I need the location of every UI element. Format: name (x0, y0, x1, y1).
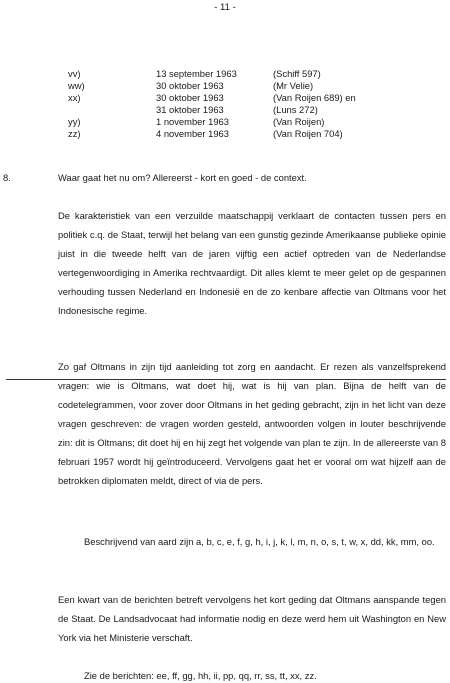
reference-row (68, 92, 356, 104)
reference-row (68, 128, 356, 140)
reference-source: (Mr Velie) (273, 80, 314, 91)
descriptive-list: Beschrijvend van aard zijn a, b, c, e, f, g, h, i, j, k, l, m, n, o, s, t, w, x, dd, kk, mm, oo. (84, 536, 435, 547)
reference-label: ww) (68, 80, 85, 91)
reference-source: (Van Roijen) (273, 116, 325, 127)
reference-date: 30 oktober 1963 (156, 80, 224, 91)
reference-row (68, 104, 356, 116)
reference-label: xx) (68, 92, 81, 103)
reference-row (68, 116, 356, 128)
reference-source: (Luns 272) (273, 104, 318, 115)
strikethrough-line (6, 379, 446, 380)
reference-row (68, 68, 356, 80)
reference-date: 4 november 1963 (156, 128, 229, 139)
reference-date: 31 oktober 1963 (156, 104, 224, 115)
paragraph-oltmans: Zo gaf Oltmans in zijn tijd aanleiding tot zorg en aandacht. Er rezen als vanzelfsprekend vragen: wie is Oltmans, wat doet hij, wat is hij van plan. Bijna de helft van de codetelegrammen, voor zover door Oltmans in het geding gebracht, zijn in het licht van deze vragen geschreven: de vragen worden gesteld, antwoorden volgen in louter beschrijvende zin: dit is Oltmans; dit doet hij en hij zegt het volgende van plan te zijn. In de allereerste van 8 februari 1957 wordt hij geïntroduceerd. Vervolgens gaat het er vooral om wat hijzelf aan de betrokken diplomaten meldt, direct of via de pers. (58, 361, 446, 486)
paragraph-context: De karakteristiek van een verzuilde maatschappij verklaart de contacten tussen pers en politiek c.q. de Staat, terwijl het belang van een gunstig gezinde Amerikaanse publieke opinie juist in die tweede helft van de jaren vijftig een actief optreden van de Nederlandse vertegenwoordiging in Amerika rechtvaardigt. Dit alles klemt te meer gelet op de gespannen verhouding tussen Nederland en Indonesië en de zo kenbare affectie van Oltmans voor het Indonesische regime. (58, 210, 446, 316)
reference-date: 30 oktober 1963 (156, 92, 224, 103)
reference-source: (Schiff 597) (273, 68, 321, 79)
reference-label (68, 104, 156, 116)
reference-source: (Van Roijen 689) en (273, 92, 356, 103)
reference-label: zz) (68, 128, 81, 139)
reference-date: 13 september 1963 (156, 68, 237, 79)
page-number: - 11 - (214, 2, 236, 13)
paragraph-kort-geding: Een kwart van de berichten betreft vervolgens het kort geding dat Oltmans aanspande tegen de Staat. De Landsadvocaat had informatie nodig en deze werd hem uit Washington en New York via het Ministerie verschaft. (58, 594, 446, 643)
reference-row (68, 80, 356, 92)
reference-date: 1 november 1963 (156, 116, 229, 127)
section-number: 8. (3, 172, 11, 183)
reference-label: yy) (68, 116, 81, 127)
reference-source: (Van Roijen 704) (273, 128, 343, 139)
reference-label: vv) (68, 68, 81, 79)
section-title: Waar gaat het nu om? Allereerst - kort en goed - de context. (58, 172, 307, 183)
reference-list (68, 68, 356, 140)
message-list: Zie de berichten: ee, ff, gg, hh, ii, pp, qq, rr, ss, tt, xx, zz. (84, 670, 317, 681)
